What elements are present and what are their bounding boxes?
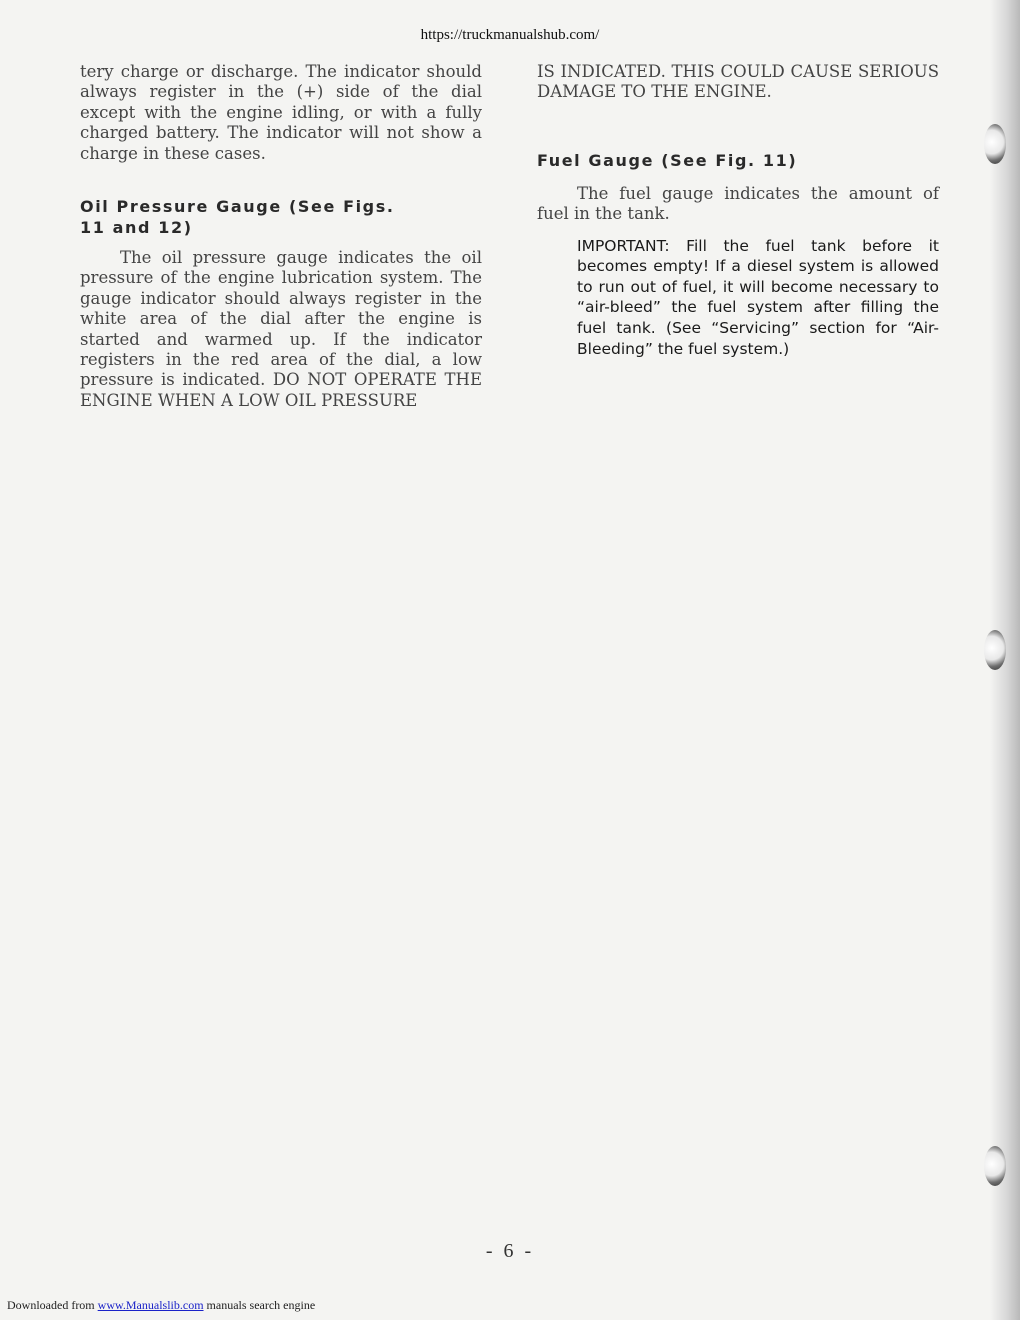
- left-column: [80, 62, 482, 411]
- download-footer: [7, 1298, 315, 1313]
- important-note: IMPORTANT: Fill the fuel tank before it becomes empty! If a diesel system is allowed to run out of fuel, it will become necessary to “air-bleed” the fuel system after filling the fuel tank. (See “Servicing” section for “Air-Bleeding” the fuel system.): [577, 236, 939, 358]
- footer-prefix: Downloaded from: [7, 1298, 95, 1312]
- oil-pressure-heading: [80, 196, 482, 238]
- fuel-gauge-paragraph: The fuel gauge indicates the amount of fuel in the tank.: [537, 183, 939, 224]
- binder-hole-top: [984, 124, 1006, 164]
- right-column: [537, 62, 939, 359]
- oil-pressure-paragraph: The oil pressure gauge indicates the oil pressure of the engine lubrication system. The gauge indicator should always register in the white area of the dial after the engine is started and warmed up. If the indicator registers in the red area of the dial, a low pressure is indicated. DO NOT OPERATE THE ENGINE WHEN A LOW OIL PRESSURE: [80, 248, 482, 410]
- intro-paragraph: tery charge or discharge. The indicator should always register in the (+) side of the dial except with the engine idling, or with a fully charged battery. The indicator will not show a charge in these cases.: [80, 62, 482, 163]
- header-url[interactable]: https://truckmanualshub.com/: [420, 27, 600, 43]
- oil-pressure-heading-line1: Oil Pressure Gauge (See Figs.: [80, 197, 395, 217]
- oil-pressure-heading-line2: 11 and 12): [80, 218, 193, 238]
- binder-hole-middle: [984, 630, 1006, 670]
- manualslib-link[interactable]: www.Manualslib.com: [97, 1298, 204, 1312]
- continued-warning-paragraph: IS INDICATED. THIS COULD CAUSE SERIOUS DAMAGE TO THE ENGINE.: [537, 62, 939, 102]
- fuel-gauge-heading: Fuel Gauge (See Fig. 11): [537, 150, 798, 170]
- page-number: - 6 -: [485, 1240, 535, 1262]
- footer-suffix: manuals search engine: [206, 1298, 316, 1312]
- binder-hole-bottom: [984, 1146, 1006, 1186]
